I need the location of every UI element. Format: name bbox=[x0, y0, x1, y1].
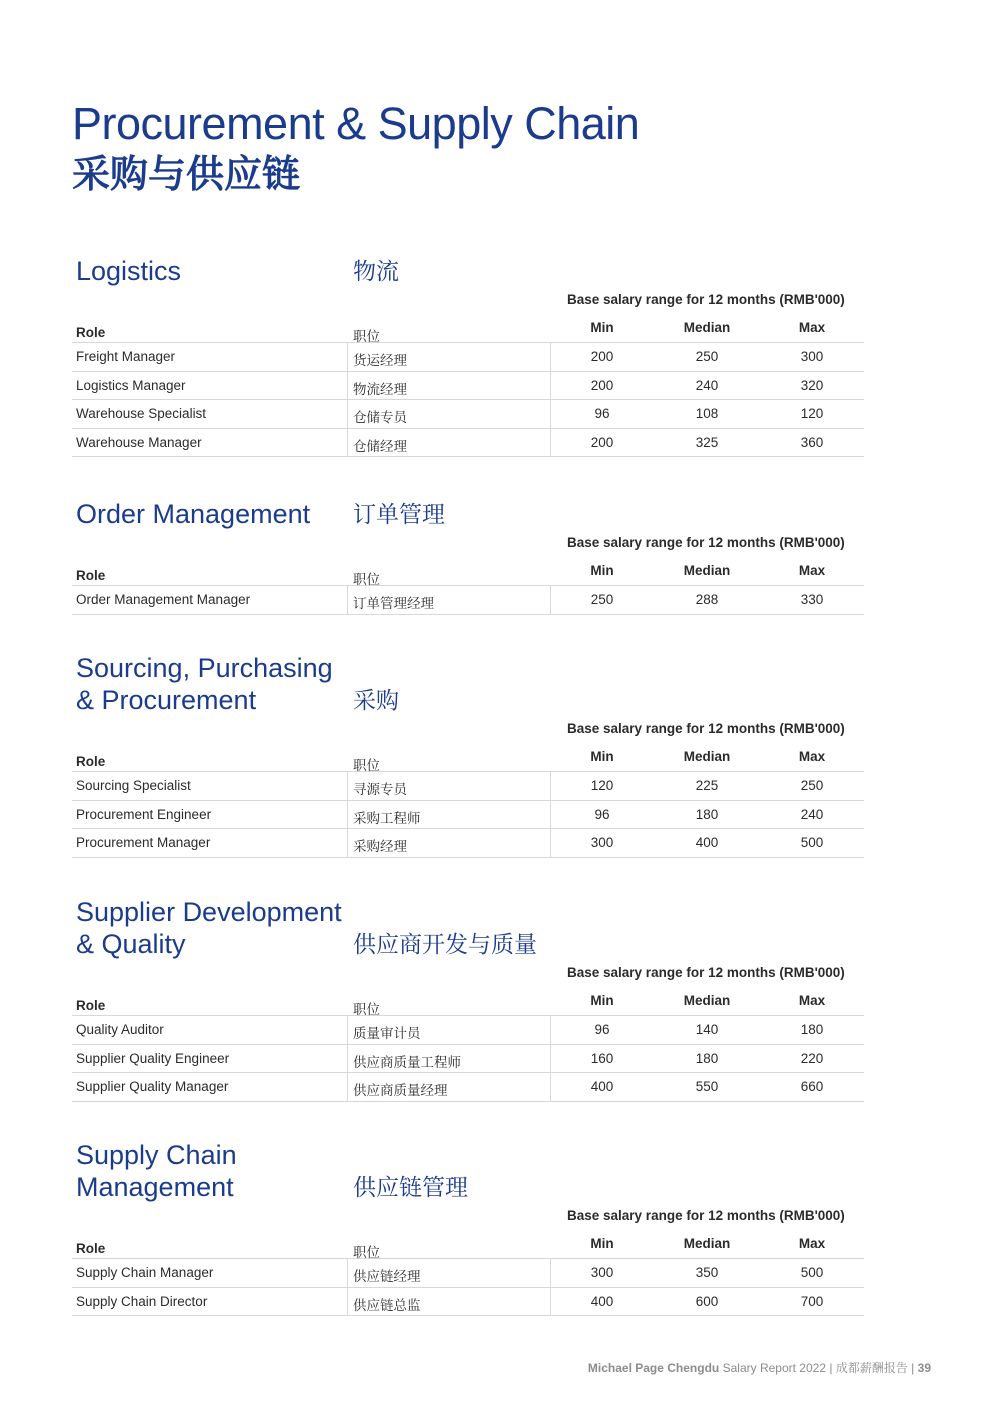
cell-median: 108 bbox=[695, 406, 719, 422]
cell-min: 300 bbox=[590, 835, 614, 851]
cell-max: 500 bbox=[800, 835, 824, 851]
section-title bbox=[76, 896, 342, 960]
table-row bbox=[72, 801, 864, 830]
column-divider bbox=[550, 586, 551, 614]
header-role-cn: 职位 bbox=[353, 1002, 380, 1017]
header-role-cn: 职位 bbox=[353, 758, 380, 773]
section-title-line: Order Management bbox=[76, 499, 311, 529]
cell-max: 360 bbox=[800, 434, 824, 450]
table-header bbox=[72, 320, 864, 344]
header-max: Max bbox=[798, 993, 826, 1008]
section-title-cn: 采购 bbox=[353, 687, 399, 713]
cell-min: 120 bbox=[590, 778, 614, 793]
cell-role: Order Management Manager bbox=[76, 592, 251, 607]
salary-caption: Base salary range for 12 months (RMB'000) bbox=[567, 965, 845, 980]
table-body bbox=[72, 343, 864, 457]
cell-median: 325 bbox=[695, 434, 719, 450]
header-role: Role bbox=[76, 1241, 106, 1256]
section-title-line: & Procurement bbox=[76, 685, 257, 715]
cell-max: 700 bbox=[800, 1293, 824, 1309]
cell-role-cn: 供应链总监 bbox=[353, 1297, 421, 1313]
column-divider bbox=[347, 343, 348, 371]
table-header bbox=[72, 563, 864, 587]
cell-role: Quality Auditor bbox=[76, 1022, 164, 1037]
section-title-line: Management bbox=[76, 1172, 234, 1202]
cell-min: 96 bbox=[594, 1022, 610, 1037]
cell-role-cn: 订单管理经理 bbox=[353, 596, 434, 611]
column-divider bbox=[347, 1073, 348, 1101]
page-title-cn: 采购与供应链 bbox=[72, 154, 301, 196]
table-row bbox=[72, 1045, 864, 1074]
column-divider bbox=[347, 1016, 348, 1044]
cell-min: 96 bbox=[594, 406, 610, 422]
table-body bbox=[72, 586, 864, 615]
salary-caption: Base salary range for 12 months (RMB'000) bbox=[567, 721, 845, 736]
column-divider bbox=[347, 429, 348, 457]
table-row bbox=[72, 829, 864, 858]
cell-role: Procurement Engineer bbox=[76, 806, 212, 822]
cell-role-cn: 寻源专员 bbox=[353, 782, 407, 797]
cell-role-cn: 供应商质量工程师 bbox=[353, 1054, 461, 1070]
cell-role-cn: 供应链经理 bbox=[353, 1269, 421, 1284]
table-row bbox=[72, 343, 864, 372]
cell-max: 220 bbox=[800, 1050, 824, 1066]
cell-role-cn: 供应商质量经理 bbox=[353, 1083, 448, 1099]
header-min: Min bbox=[590, 993, 614, 1008]
header-role-cn: 职位 bbox=[353, 329, 380, 344]
column-divider bbox=[550, 400, 551, 428]
section-title-line: Logistics bbox=[76, 256, 182, 286]
section-title bbox=[76, 652, 333, 716]
column-divider bbox=[550, 1045, 551, 1073]
cell-max: 320 bbox=[800, 377, 824, 393]
salary-caption: Base salary range for 12 months (RMB'000) bbox=[567, 292, 845, 307]
cell-role: Sourcing Specialist bbox=[76, 778, 191, 793]
salary-caption: Base salary range for 12 months (RMB'000) bbox=[567, 1208, 845, 1223]
header-min: Min bbox=[590, 320, 614, 335]
cell-role: Supplier Quality Engineer bbox=[76, 1050, 230, 1066]
cell-role-cn: 质量审计员 bbox=[353, 1026, 421, 1041]
cell-role: Warehouse Manager bbox=[76, 434, 202, 450]
column-divider bbox=[550, 772, 551, 800]
header-max: Max bbox=[798, 563, 826, 578]
section-title bbox=[76, 255, 181, 287]
column-divider bbox=[347, 372, 348, 400]
table-header bbox=[72, 1236, 864, 1260]
header-median: Median bbox=[683, 749, 731, 764]
table-row bbox=[72, 1259, 864, 1288]
column-divider bbox=[550, 1016, 551, 1044]
cell-role: Supply Chain Director bbox=[76, 1293, 208, 1309]
cell-role-cn: 货运经理 bbox=[353, 353, 407, 368]
header-min: Min bbox=[590, 1236, 614, 1251]
table-row bbox=[72, 372, 864, 401]
cell-role-cn: 仓储经理 bbox=[353, 438, 407, 454]
table-row bbox=[72, 429, 864, 458]
cell-max: 300 bbox=[800, 349, 824, 364]
cell-min: 160 bbox=[590, 1050, 614, 1066]
cell-median: 180 bbox=[695, 806, 719, 822]
footer-separator: | bbox=[829, 1361, 833, 1375]
column-divider bbox=[347, 1045, 348, 1073]
table-body bbox=[72, 1016, 864, 1102]
cell-median: 240 bbox=[695, 377, 719, 393]
cell-role: Warehouse Specialist bbox=[76, 406, 207, 422]
footer-report-cn: 成都薪酬报告 bbox=[835, 1361, 908, 1375]
column-divider bbox=[550, 801, 551, 829]
table-row bbox=[72, 1073, 864, 1102]
cell-median: 600 bbox=[695, 1293, 719, 1309]
page-footer bbox=[588, 1359, 931, 1376]
cell-median: 250 bbox=[695, 349, 719, 364]
cell-min: 200 bbox=[590, 434, 614, 450]
section-title-line: Supplier Development bbox=[76, 897, 342, 927]
cell-min: 200 bbox=[590, 349, 614, 364]
section-title-line: Supply Chain bbox=[76, 1140, 237, 1170]
cell-role-cn: 采购工程师 bbox=[353, 810, 421, 826]
cell-max: 250 bbox=[800, 778, 824, 793]
header-median: Median bbox=[683, 993, 731, 1008]
section-title-cn: 供应链管理 bbox=[353, 1174, 468, 1200]
table-row bbox=[72, 400, 864, 429]
table-body bbox=[72, 1259, 864, 1316]
cell-median: 400 bbox=[695, 835, 719, 851]
column-divider bbox=[347, 801, 348, 829]
cell-role: Supplier Quality Manager bbox=[76, 1079, 229, 1095]
header-median: Median bbox=[683, 1236, 731, 1251]
column-divider bbox=[550, 1259, 551, 1287]
header-role-cn: 职位 bbox=[353, 572, 380, 587]
column-divider bbox=[550, 1073, 551, 1101]
cell-median: 550 bbox=[695, 1079, 719, 1095]
header-min: Min bbox=[590, 749, 614, 764]
table-row bbox=[72, 586, 864, 615]
table-row bbox=[72, 1016, 864, 1045]
cell-min: 200 bbox=[590, 377, 614, 393]
section-title-cn: 物流 bbox=[353, 258, 399, 284]
cell-median: 288 bbox=[695, 592, 719, 607]
header-role: Role bbox=[76, 754, 106, 769]
cell-role: Freight Manager bbox=[76, 349, 176, 364]
cell-median: 225 bbox=[695, 778, 719, 793]
cell-max: 240 bbox=[800, 806, 824, 822]
cell-role-cn: 仓储专员 bbox=[353, 410, 407, 426]
header-min: Min bbox=[590, 563, 614, 578]
page-number: 39 bbox=[917, 1361, 931, 1375]
header-max: Max bbox=[798, 320, 826, 335]
header-role: Role bbox=[76, 998, 106, 1013]
section-title-cn: 订单管理 bbox=[353, 501, 445, 527]
table-header bbox=[72, 993, 864, 1017]
footer-brand: Michael Page Chengdu bbox=[587, 1361, 720, 1375]
cell-max: 500 bbox=[800, 1265, 824, 1280]
cell-role-cn: 物流经理 bbox=[353, 381, 407, 397]
cell-max: 330 bbox=[800, 592, 824, 607]
header-role: Role bbox=[76, 325, 106, 340]
cell-role: Logistics Manager bbox=[76, 377, 186, 393]
header-median: Median bbox=[683, 563, 731, 578]
section-title-cn: 供应商开发与质量 bbox=[353, 931, 537, 957]
header-max: Max bbox=[798, 749, 826, 764]
cell-min: 300 bbox=[590, 1265, 614, 1280]
cell-role: Procurement Manager bbox=[76, 835, 211, 851]
column-divider bbox=[550, 1288, 551, 1316]
cell-max: 180 bbox=[800, 1022, 824, 1037]
table-header bbox=[72, 749, 864, 773]
cell-role: Supply Chain Manager bbox=[76, 1265, 214, 1280]
header-role: Role bbox=[76, 568, 106, 583]
cell-min: 400 bbox=[590, 1293, 614, 1309]
header-median: Median bbox=[683, 320, 731, 335]
header-max: Max bbox=[798, 1236, 826, 1251]
column-divider bbox=[347, 586, 348, 614]
cell-median: 350 bbox=[695, 1265, 719, 1280]
header-role-cn: 职位 bbox=[353, 1245, 380, 1260]
cell-median: 140 bbox=[695, 1022, 719, 1037]
section-title bbox=[76, 1139, 237, 1203]
cell-role-cn: 采购经理 bbox=[353, 839, 407, 855]
cell-min: 96 bbox=[594, 806, 610, 822]
column-divider bbox=[550, 372, 551, 400]
section-title bbox=[76, 498, 310, 530]
column-divider bbox=[550, 343, 551, 371]
table-row bbox=[72, 772, 864, 801]
column-divider bbox=[347, 829, 348, 857]
page-title: Procurement & Supply Chain bbox=[72, 98, 640, 149]
cell-max: 120 bbox=[800, 406, 824, 422]
cell-min: 400 bbox=[590, 1079, 614, 1095]
column-divider bbox=[347, 400, 348, 428]
column-divider bbox=[347, 1288, 348, 1316]
column-divider bbox=[550, 829, 551, 857]
cell-max: 660 bbox=[800, 1079, 824, 1095]
column-divider bbox=[347, 772, 348, 800]
cell-median: 180 bbox=[695, 1050, 719, 1066]
footer-separator: | bbox=[911, 1361, 915, 1375]
section-title-line: & Quality bbox=[76, 929, 186, 959]
footer-report: Salary Report 2022 bbox=[722, 1361, 826, 1375]
column-divider bbox=[347, 1259, 348, 1287]
cell-min: 250 bbox=[590, 592, 614, 607]
column-divider bbox=[550, 429, 551, 457]
table-body bbox=[72, 772, 864, 858]
section-title-line: Sourcing, Purchasing bbox=[76, 653, 333, 683]
table-row bbox=[72, 1288, 864, 1317]
salary-caption: Base salary range for 12 months (RMB'000) bbox=[567, 535, 845, 550]
